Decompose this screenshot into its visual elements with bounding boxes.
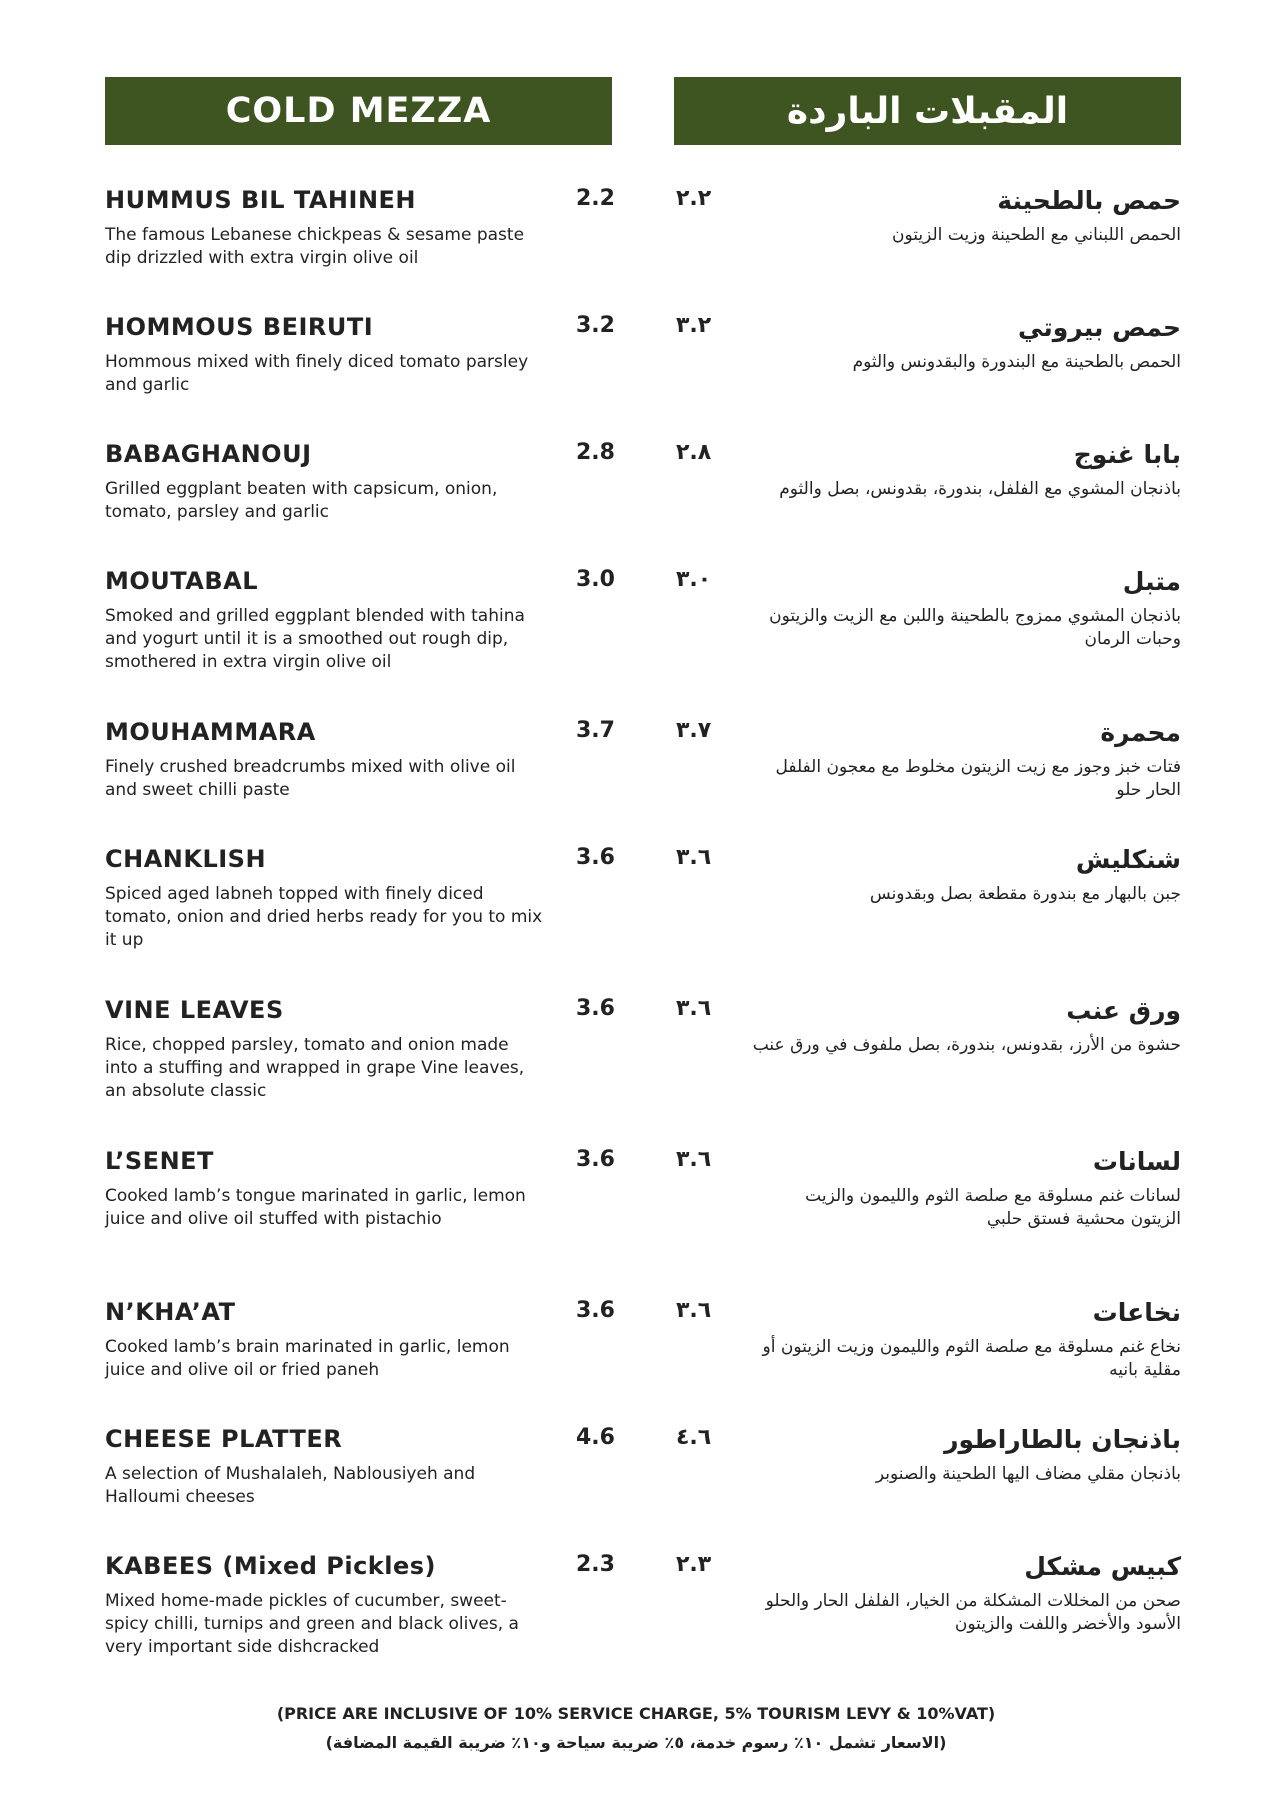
item-desc-ar: باذنجان المشوي مع الفلفل، بندورة، بقدونس، بصل والثوم bbox=[779, 479, 1181, 499]
item-price-ar: ٣.٧ bbox=[676, 718, 712, 743]
item-name-en: HUMMUS BIL TAHINEH bbox=[105, 186, 417, 214]
item-desc-en: Hommous mixed with finely diced tomato parsley and garlic bbox=[105, 352, 529, 395]
item-name-ar: متبل bbox=[1122, 567, 1181, 596]
item-desc-en: Cooked lamb’s tongue marinated in garlic, lemon juice and olive oil stuffed with pistachio bbox=[105, 1186, 526, 1229]
item-name-ar: بابا غنوج bbox=[1073, 440, 1181, 469]
item-price-ar: ٢.٨ bbox=[676, 440, 712, 465]
item-desc-en: Grilled eggplant beaten with capsicum, onion, tomato, parsley and garlic bbox=[105, 479, 498, 522]
item-name-en: HOMMOUS BEIRUTI bbox=[105, 313, 374, 341]
price-note-ar: (الاسعار تشمل ١٠٪ رسوم خدمة، ٥٪ ضريبة سياحة و١٠٪ ضريبة القيمة المضافة) bbox=[325, 1733, 947, 1752]
item-name-en: BABAGHANOUJ bbox=[105, 440, 312, 468]
section-title-en: COLD MEZZA bbox=[105, 77, 612, 145]
item-price-en: 3.6 bbox=[576, 1298, 615, 1323]
item-name-ar: محمرة bbox=[1100, 718, 1181, 747]
section-title-ar: المقبلات الباردة bbox=[674, 77, 1181, 145]
item-name-en: CHANKLISH bbox=[105, 845, 267, 873]
item-price-ar: ٢.٢ bbox=[676, 186, 712, 211]
item-price-ar: ٤.٦ bbox=[676, 1425, 712, 1450]
item-name-ar: شنكليش bbox=[1075, 845, 1181, 874]
item-price-ar: ٣.٦ bbox=[676, 996, 712, 1021]
price-note-en: (PRICE ARE INCLUSIVE OF 10% SERVICE CHARGE, 5% TOURISM LEVY & 10%VAT) bbox=[276, 1704, 996, 1723]
item-desc-ar: نخاع غنم مسلوقة مع صلصة الثوم والليمون وزيت الزيتون أو مقلية بانيه bbox=[762, 1337, 1181, 1380]
item-price-en: 4.6 bbox=[576, 1425, 615, 1450]
item-desc-ar: فتات خبز وجوز مع زيت الزيتون مخلوط مع معجون الفلفل الحار حلو bbox=[775, 757, 1181, 800]
item-price-ar: ٢.٣ bbox=[676, 1552, 712, 1577]
item-price-ar: ٣.٦ bbox=[676, 845, 712, 870]
item-name-ar: كبيس مشكل bbox=[1024, 1552, 1181, 1581]
item-price-en: 2.3 bbox=[576, 1552, 615, 1577]
item-price-ar: ٣.٠ bbox=[676, 567, 712, 592]
item-price-ar: ٣.٢ bbox=[676, 313, 712, 338]
item-desc-ar: جبن بالبهار مع بندورة مقطعة بصل وبقدونس bbox=[869, 884, 1181, 904]
item-price-ar: ٣.٦ bbox=[676, 1147, 712, 1172]
item-desc-ar: لسانات غنم مسلوقة مع صلصة الثوم والليمون والزيت الزيتون محشية فستق حلبي bbox=[805, 1186, 1181, 1229]
item-name-ar: باذنجان بالطاراطور bbox=[944, 1425, 1181, 1454]
item-name-ar: ورق عنب bbox=[1066, 996, 1181, 1025]
item-price-en: 2.8 bbox=[576, 440, 615, 465]
item-price-en: 3.6 bbox=[576, 845, 615, 870]
item-price-en: 3.7 bbox=[576, 718, 615, 743]
item-desc-ar: باذنجان مقلي مضاف اليها الطحينة والصنوبر bbox=[875, 1464, 1181, 1484]
item-price-en: 3.6 bbox=[576, 1147, 615, 1172]
item-desc-en: Smoked and grilled eggplant blended with tahina and yogurt until it is a smoothed out rough dip, smothered in extra virgin olive oil bbox=[105, 606, 525, 672]
item-desc-ar: الحمص بالطحينة مع البندورة والبقدونس والثوم bbox=[852, 352, 1181, 372]
item-name-en: N’KHA’AT bbox=[105, 1298, 236, 1326]
item-desc-en: A selection of Mushalaleh, Nablousiyeh and Halloumi cheeses bbox=[105, 1464, 476, 1507]
item-desc-ar: حشوة من الأرز، بقدونس، بندورة، بصل ملفوف في ورق عنب bbox=[752, 1035, 1181, 1055]
item-desc-ar: باذنجان المشوي ممزوج بالطحينة واللبن مع الزيت والزيتون وحبات الرمان bbox=[769, 606, 1181, 649]
item-desc-en: Mixed home-made pickles of cucumber, sweet-spicy chilli, turnips and green and black olives, a very important side dishcracked bbox=[105, 1591, 519, 1657]
item-desc-en: Cooked lamb’s brain marinated in garlic, lemon juice and olive oil or fried paneh bbox=[105, 1337, 510, 1380]
item-price-en: 2.2 bbox=[576, 186, 615, 211]
item-desc-ar: الحمص اللبناني مع الطحينة وزيت الزيتون bbox=[891, 225, 1181, 245]
item-name-en: MOUTABAL bbox=[105, 567, 259, 595]
item-name-ar: حمص بالطحينة bbox=[997, 186, 1181, 215]
item-name-ar: نخاعات bbox=[1092, 1298, 1181, 1327]
item-price-en: 3.2 bbox=[576, 313, 615, 338]
item-desc-en: Finely crushed breadcrumbs mixed with olive oil and sweet chilli paste bbox=[105, 757, 516, 800]
item-desc-en: Spiced aged labneh topped with finely diced tomato, onion and dried herbs ready for you to mix it up bbox=[105, 884, 543, 950]
item-name-ar: لسانات bbox=[1092, 1147, 1181, 1176]
item-name-ar: حمص بيروتي bbox=[1018, 313, 1181, 342]
item-desc-en: Rice, chopped parsley, tomato and onion made into a stuffing and wrapped in grape Vine leaves, an absolute classic bbox=[105, 1035, 525, 1101]
item-price-ar: ٣.٦ bbox=[676, 1298, 712, 1323]
item-price-en: 3.0 bbox=[576, 567, 615, 592]
item-name-en: VINE LEAVES bbox=[105, 996, 284, 1024]
item-price-en: 3.6 bbox=[576, 996, 615, 1021]
item-name-en: MOUHAMMARA bbox=[105, 718, 316, 746]
item-desc-en: The famous Lebanese chickpeas & sesame paste dip drizzled with extra virgin olive oil bbox=[105, 225, 525, 268]
item-name-en: CHEESE PLATTER bbox=[105, 1425, 343, 1453]
item-desc-ar: صحن من المخللات المشكلة من الخيار، الفلفل الحار والحلو الأسود والأخضر واللفت والزيتون bbox=[765, 1591, 1181, 1634]
item-name-en: KABEES (Mixed Pickles) bbox=[105, 1552, 437, 1580]
item-name-en: L’SENET bbox=[105, 1147, 214, 1175]
